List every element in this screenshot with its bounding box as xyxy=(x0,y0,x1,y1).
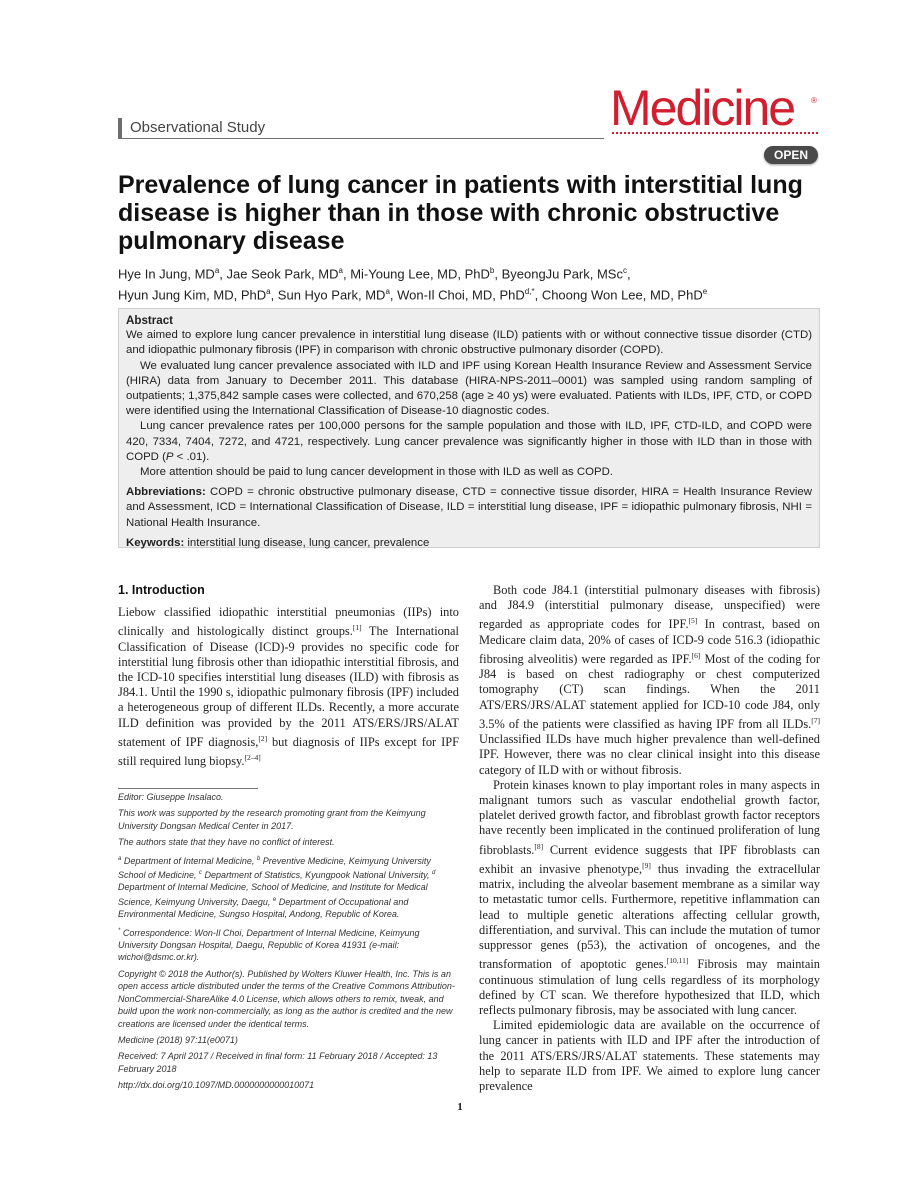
abbreviations-text: COPD = chronic obstructive pulmonary disease, CTD = connective tissue disorder, HIRA = Health Insurance Review and Assessment, ICD = International Classification of Disease, ILD = interstitial lung disease, IPF = idiopathic pulmonary fibrosis, NHI = National Health Insurance. xyxy=(126,486,812,529)
author-separator: , xyxy=(494,266,502,282)
text-run: Correspondence: Won-Il Choi, Department of Internal Medicine, Keimyung University Dongsan Hospital, Daegu, Republic of Korea 41931 (e-mail: wichoi@dsmc.or.kr). xyxy=(118,927,420,963)
conflict-note: The authors state that they have no conflict of interest. xyxy=(118,837,335,848)
text-run: Unclassified ILDs have much higher prevalence than well-defined IPF. However, there was no clear clinical insight into this disease category of ILD with or without fibrosis. xyxy=(479,732,820,777)
registered-mark: ® xyxy=(811,96,817,105)
author-affiliation-mark: a xyxy=(214,266,220,275)
author-separator: , xyxy=(389,287,398,303)
open-access-badge: OPEN xyxy=(764,146,818,164)
funding-note: This work was supported by the research promoting grant from the Keimyung University Dongsan Medical Center in 2017. xyxy=(118,808,426,831)
author-name: Mi-Young Lee, MD, PhD xyxy=(350,266,490,282)
footnote-rule xyxy=(118,788,258,789)
author-affiliation-mark: a xyxy=(385,287,390,297)
author-separator: , xyxy=(534,287,542,303)
citation-ref: d xyxy=(431,870,436,877)
text-run: Department of Internal Medicine, School of Medicine, and Institute for Medical Science, Keimyung University, Daegu, xyxy=(118,882,428,907)
author-separator: , xyxy=(270,287,278,303)
copyright-note: Copyright © 2018 the Author(s). Published by Wolters Kluwer Health, Inc. This is an open access article distributed under the terms of the Creative Commons Attribution-NonCommercial-ShareAlike 4.0 License, which allows others to remix, tweak, and build upon the work non-commercially, as long as the author is credited and the new creations are licensed under the identical terms. xyxy=(118,968,455,1029)
citation-ref: * xyxy=(118,927,121,934)
abstract-paragraph: We evaluated lung cancer prevalence associated with ILD and IPF using Korean Health Insurance Review and Assessment Service (HIRA) data from January to December 2011. This database (HIRA-NPS-2011–0001) was sampled using random sampling of outpatients; 1,375,842 sample cases were collected, and 670,258 (age ≥ 40 ys) were evaluated. Patients with ILDs, IPF, CTD, or COPD were identified using the International Classification of Disease-10 diagnostic codes. xyxy=(126,359,812,418)
text-run: Limited epidemiologic data are available on the occurrence of lung cancer in patients with ILD and IPF after the introduction of the 2011 ATS/ERS/JRS/ALAT statements. These statements may help to separate ILD from IPF. We aimed to explore lung cancer prevalence xyxy=(479,1018,820,1094)
keywords-text: interstitial lung disease, lung cancer, prevalence xyxy=(184,536,430,549)
citation-ref: [7] xyxy=(811,715,820,725)
author-separator: , xyxy=(219,266,227,282)
abstract-heading: Abstract xyxy=(126,314,174,327)
footnotes xyxy=(118,791,459,1096)
author-affiliation-mark: a xyxy=(338,266,343,275)
abstract-text: Lung cancer prevalence rates per 100,000 persons for the sample population and those with ILD, IPF, CTD-ILD, and COPD were 420, 7334, 7404, 7272, and 4721, respectively. Lung cancer prevalence was significantly higher in those with ILD than in those with COPD ( xyxy=(126,420,812,463)
citation-ref: e xyxy=(272,896,277,903)
text-run: The International Classification of Disease (ICD)-9 provides no specific code for interstitial lung fibrosis other than idiopathic interstitial fibrosis, and the ICD-10 specifies interstitial lung diseases (ILD) with fibrosis as J84.1. Until the 1990 s, idiopathic pulmonary fibrosis (IPF) included a heterogeneous group of different ILDs. Recently, a more accurate ILD definition was provided by the 2011 ATS/ERS/JRS/ALAT statement of IPF diagnosis, xyxy=(118,624,459,749)
logo-underline xyxy=(612,132,818,134)
author-separator: , xyxy=(342,266,351,282)
correspondence xyxy=(118,925,459,964)
author-list xyxy=(118,262,818,305)
section-heading: 1. Introduction xyxy=(118,583,205,597)
abstract-box xyxy=(118,308,820,548)
citation-ref: [8] xyxy=(534,841,544,851)
abstract-text: < .01). xyxy=(173,450,210,463)
text-run: Fibrosis may maintain continuous stimulation of lung cells regardless of its morphology defined by CT scan. We therefore hypothesized that ILD, which reflects pulmonary fibrosis, may be associated with lung cancer. xyxy=(479,957,820,1018)
abstract-paragraph xyxy=(126,419,812,465)
text-run: In contrast, based on Medicare claim data, 20% of cases of ICD-9 code 516.3 (idiopathic fibrosing alveolitis) were regarded as IPF. xyxy=(479,617,820,667)
text-run: Protein kinases known to play important roles in many aspects in malignant tumors such as vascular endothelial growth factor, platelet derived growth factor, and fibroblast growth factor receptors have recently been implicated in the continued proliferation of lung fibroblasts. xyxy=(479,777,820,857)
citation-ref: [10,11] xyxy=(666,956,689,966)
abstract-paragraph: We aimed to explore lung cancer prevalence in interstitial lung disease (ILD) patients with or without connective tissue disorder (CTD) and idiopathic pulmonary fibrosis (IPF) in comparison with chronic obstructive pulmonary disorder (COPD). xyxy=(126,329,812,357)
author-affiliation-mark: c xyxy=(622,266,627,275)
citation: Medicine (2018) 97:11(e0071) xyxy=(118,1034,238,1045)
citation-ref: b xyxy=(256,855,261,862)
citation-ref: [9] xyxy=(642,860,651,870)
author-affiliation-mark: a xyxy=(266,287,271,297)
author-name: Jae Seok Park, MD xyxy=(226,266,339,282)
author-affiliation-mark: d,* xyxy=(524,287,535,297)
text-run: Department of Occupational and Environmental Medicine, Sungso Hospital, Andong, Republic of Korea. xyxy=(118,896,409,920)
body-paragraph xyxy=(479,583,820,778)
text-run: Both code J84.1 (interstitial pulmonary diseases with fibrosis) and J84.9 (interstitial pulmonary disease, unspecified) were regarded as appropriate codes for IPF. xyxy=(479,583,820,632)
abbreviations-label: Abbreviations: xyxy=(126,486,206,499)
author-name: Choong Won Lee, MD, PhD xyxy=(541,287,703,303)
body-paragraph xyxy=(479,778,820,1018)
author-affiliation-mark: e xyxy=(702,287,708,297)
text-run: Most of the coding for J84 is based on chest radiography or chest computerized tomography (CT) scan findings. When the 2011 ATS/ERS/JRS/ALAT statement applied for ICD-10 code J84, only 3.5% of the patients were classified as having IPF from all ILDs. xyxy=(479,652,820,731)
text-run: Department of Internal Medicine, xyxy=(121,855,257,866)
author-affiliation-mark: b xyxy=(489,266,495,275)
journal-logo: Medicine xyxy=(610,80,795,136)
p-value-symbol: P xyxy=(165,450,174,463)
abbreviations xyxy=(126,485,812,531)
text-run: Preventive Medicine, Keimyung University School of Medicine, xyxy=(118,855,431,881)
left-column xyxy=(118,583,459,769)
keywords-label: Keywords: xyxy=(126,536,185,549)
article-type-label: Observational Study xyxy=(118,118,265,138)
abstract-paragraph: More attention should be paid to lung cancer development in those with ILD as well as COPD. xyxy=(140,466,613,479)
citation-ref: [6] xyxy=(691,650,701,660)
citation-ref: [1] xyxy=(352,623,362,633)
text-run: but diagnosis of IIPs except for IPF still required lung biopsy. xyxy=(118,734,459,769)
author-name: Hyun Jung Kim, MD, PhD xyxy=(118,287,267,303)
keywords xyxy=(126,536,812,551)
body-paragraph xyxy=(118,605,459,769)
citation-ref: a xyxy=(118,855,122,862)
citation-ref: [2] xyxy=(258,733,268,743)
text-run: Liebow classified idiopathic interstitial pneumonias (IIPs) into clinically and histologically distinct groups. xyxy=(118,605,459,639)
text-run: Department of Statistics, Kyungpook National University, xyxy=(202,870,432,881)
right-column xyxy=(479,583,820,1094)
affiliations xyxy=(118,853,459,921)
citation-ref: [5] xyxy=(688,616,698,626)
author-name: Won-Il Choi, MD, PhD xyxy=(397,287,525,303)
body-paragraph xyxy=(479,1018,820,1094)
doi-link[interactable]: http://dx.doi.org/10.1097/MD.0000000000010071 xyxy=(118,1080,315,1091)
author-name: Hye In Jung, MD xyxy=(118,266,215,282)
text-run: thus invading the extracellular matrix, including the alveolar basement membrane as a similar way to metastatic tumor cells. Furthermore, repetitive inflammation can lead to multiple genetic alterations affecting cellular growth, differentiation, and survival. This can include the mutation of tumor suppressor genes (p53), the activation of oncogenes, and the transformation of apoptotic genes. xyxy=(479,862,820,972)
citation-ref: [2–4] xyxy=(244,753,261,763)
author-name: Sun Hyo Park, MD xyxy=(277,287,386,303)
editor-note: Editor: Giuseppe Insalaco. xyxy=(118,792,224,802)
article-title: Prevalence of lung cancer in patients with interstitial lung disease is higher than in those with chronic obstructive pulmonary disease xyxy=(118,171,803,255)
text-run: Current evidence suggests that IPF fibroblasts can exhibit an invasive phenotype, xyxy=(479,842,820,877)
header-rule xyxy=(118,138,604,139)
citation-ref: c xyxy=(199,870,203,877)
dates: Received: 7 April 2017 / Received in final form: 11 February 2018 / Accepted: 13 February 2018 xyxy=(118,1051,438,1074)
author-name: ByeongJu Park, MSc xyxy=(501,266,623,282)
page-number: 1 xyxy=(457,1101,463,1113)
author-separator: , xyxy=(626,266,631,282)
